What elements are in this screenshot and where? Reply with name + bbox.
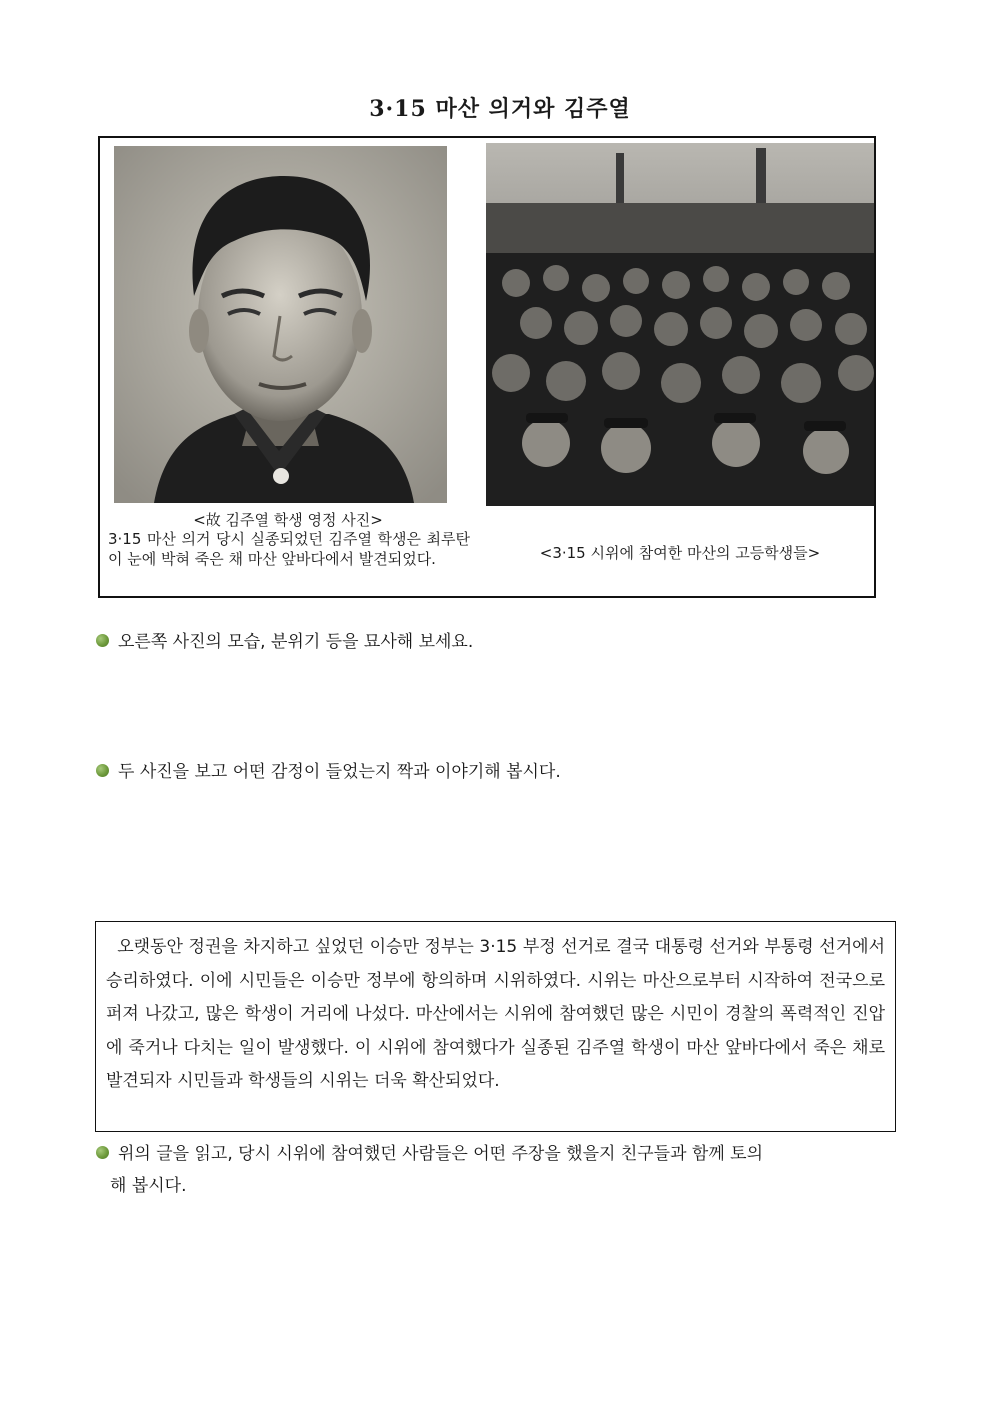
green-circle-bullet-icon <box>96 634 109 647</box>
question-1 <box>96 626 473 658</box>
protest-caption: <3·15 시위에 참여한 마산의 고등학생들> <box>539 544 821 562</box>
protest-photo <box>486 143 874 506</box>
green-circle-bullet-icon <box>96 764 109 777</box>
page-title: 3·15 마산 의거와 김주열 <box>369 96 631 122</box>
portrait-caption-title: <故 김주열 학생 영정 사진> <box>193 511 383 529</box>
photo-frame <box>98 136 876 598</box>
question-2-text: 두 사진을 보고 어떤 감정이 들었는지 짝과 이야기해 봅시다. <box>118 762 561 782</box>
question-3-text-line1: 위의 글을 읽고, 당시 시위에 참여했던 사람들은 어떤 주장을 했을지 친구들과 함께 토의 <box>118 1144 764 1164</box>
question-1-text: 오른쪽 사진의 모습, 분위기 등을 묘사해 보세요. <box>118 632 474 652</box>
question-2 <box>96 756 561 788</box>
question-3 <box>96 1138 916 1202</box>
portrait-photo <box>114 146 447 503</box>
passage-box <box>95 921 896 1132</box>
portrait-caption-body: 3·15 마산 의거 당시 실종되었던 김주열 학생은 최루탄이 눈에 박혀 죽은 채 마산 앞바다에서 발견되었다. <box>108 530 470 568</box>
passage-text: 오랫동안 정권을 차지하고 싶었던 이승만 정부는 3·15 부정 선거로 결국 대통령 선거와 부통령 선거에서 승리하였다. 이에 시민들은 이승만 정부에 항의하며 시위하였다. 시위는 마산으로부터 시작하여 전국으로 퍼져 나갔고, 많은 학생이 거리에 나섰다. 마산에서는 시위에 참여했던 많은 시민이 경찰의 폭력적인 진압에 죽거나 다치는 일이 발생했다. 이 시위에 참여했다가 실종된 김주열 학생이 마산 앞바다에서 죽은 채로 발견되자 시민들과 학생들의 시위는 더욱 확산되었다. <box>106 937 885 1091</box>
question-3-text-line2: 해 봅시다. <box>110 1176 187 1196</box>
green-circle-bullet-icon <box>96 1146 109 1159</box>
